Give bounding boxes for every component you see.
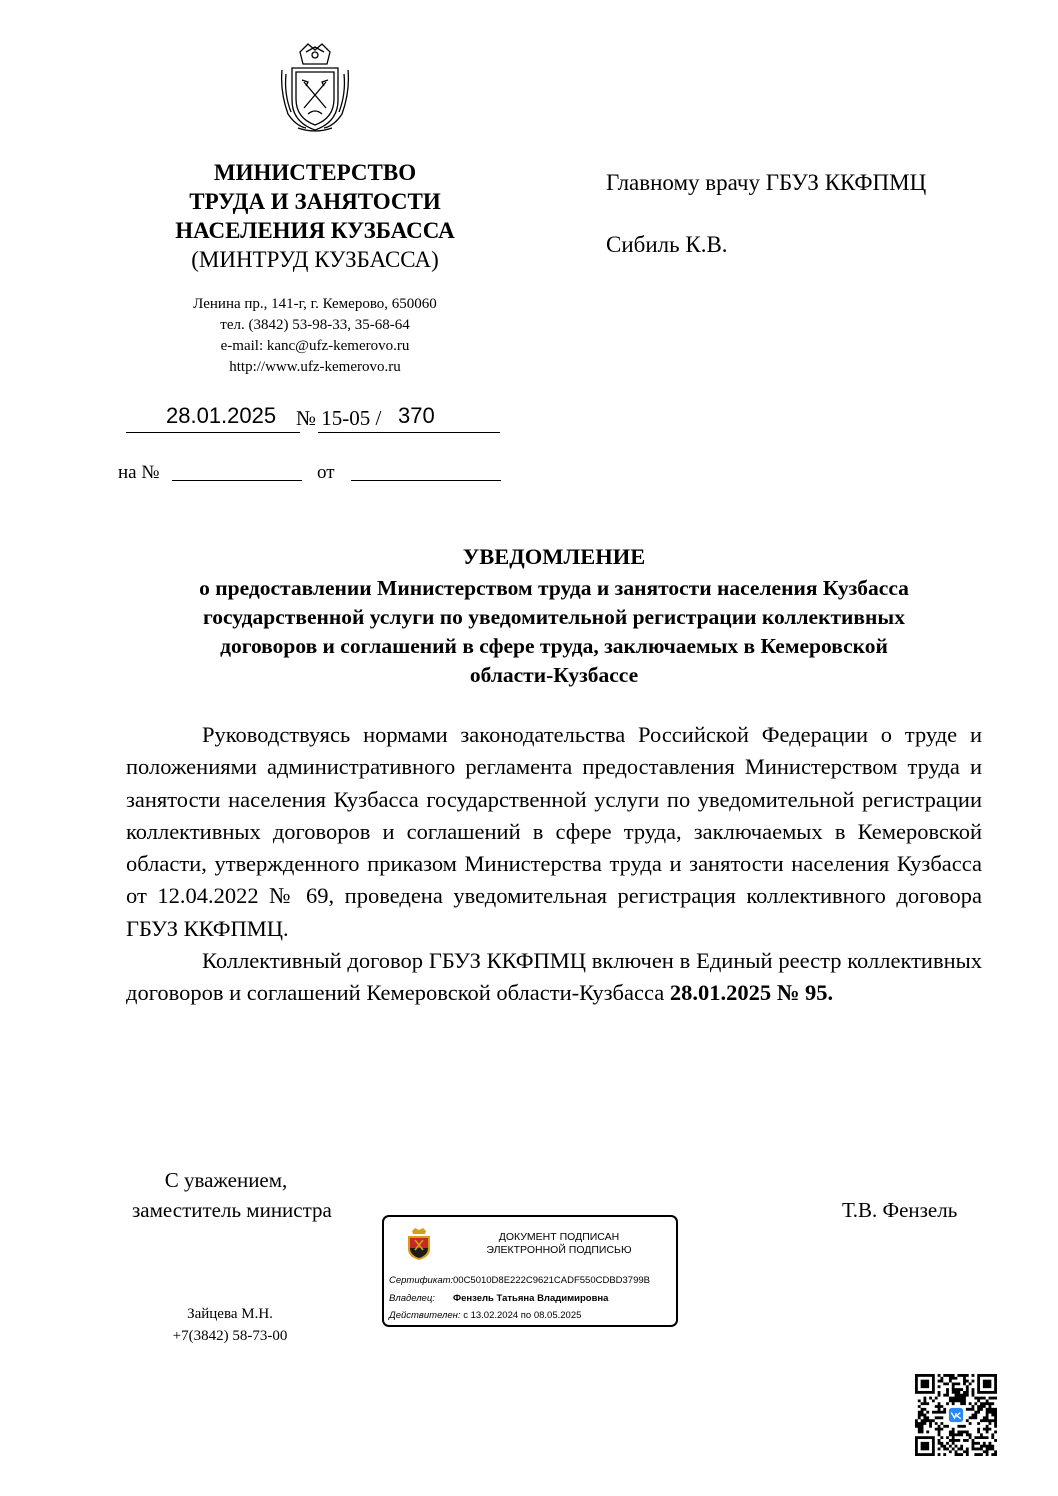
esignature-owner-label: Владелец: bbox=[389, 1293, 435, 1304]
esignature-heading-line2: ЭЛЕКТРОННОЙ ПОДПИСЬЮ bbox=[486, 1244, 632, 1256]
registration-number: 370 bbox=[398, 403, 435, 428]
reference-date-blank bbox=[351, 480, 501, 481]
body-paragraph-1: Руководствуясь нормами законодательства Российской Федерации о труде и положениями административного регламента предоставления Министерством труда и занятости населения Кузбасса государственной услуги по уведомительной регистрации коллективных договоров и соглашений в сфере труда, заключаемых в Кемеровской области, утвержденного приказом Министерства труда и занятости населения Кузбасса от 12.04.2022 № 69, проведена уведомительная регистрация коллективного договора ГБУЗ ККФПМЦ. bbox=[126, 722, 982, 941]
coat-of-arms-emblem bbox=[278, 42, 352, 134]
registration-prefix: 15-05 / bbox=[321, 406, 382, 430]
signer-position: заместитель министра bbox=[132, 1198, 332, 1222]
title-line1: о предоставлении Министерством труда и занятости населения Кузбасса bbox=[199, 576, 909, 600]
ministry-name-line2: ТРУДА И ЗАНЯТОСТИ bbox=[189, 189, 441, 214]
executor-info bbox=[140, 1303, 320, 1347]
signer-name: Т.В. Фензель bbox=[842, 1198, 958, 1222]
electronic-signature-stamp bbox=[382, 1215, 678, 1327]
qr-code[interactable] bbox=[915, 1374, 997, 1456]
ministry-address: Ленина пр., 141-г, г. Кемерово, 650060 bbox=[193, 296, 437, 312]
ministry-name-line1: МИНИСТЕРСТВО bbox=[213, 160, 417, 185]
ministry-phone: тел. (3842) 53-98-33, 35-68-64 bbox=[220, 317, 410, 333]
title-heading: УВЕДОМЛЕНИЕ bbox=[462, 544, 646, 569]
esignature-validity-row bbox=[389, 1310, 581, 1321]
closing-regards: С уважением, bbox=[164, 1168, 288, 1192]
date-underline bbox=[126, 432, 300, 433]
ministry-email: e-mail: kanc@ufz-kemerovo.ru bbox=[220, 338, 410, 354]
esignature-owner-value: Фензель Татьяна Владимировна bbox=[453, 1293, 609, 1304]
addressee-position: Главному врачу ГБУЗ ККФПМЦ bbox=[606, 170, 927, 195]
title-line4: области-Кузбассе bbox=[469, 663, 639, 687]
body-paragraph-2 bbox=[126, 945, 982, 1010]
kuzbass-emblem-icon bbox=[406, 1227, 432, 1261]
title-line3: договоров и соглашений в сфере труда, заключаемых в Кемеровской bbox=[220, 634, 888, 658]
title-line2: государственной услуги по уведомительной регистрации коллективных bbox=[203, 605, 905, 629]
ministry-website: http://www.ufz-kemerovo.ru bbox=[229, 359, 401, 375]
esignature-heading-line1: ДОКУМЕНТ ПОДПИСАН bbox=[498, 1231, 620, 1243]
esignature-certificate-label: Сертификат: bbox=[389, 1275, 454, 1286]
registration-line bbox=[126, 403, 500, 433]
ministry-contacts bbox=[120, 294, 510, 378]
document-body bbox=[126, 719, 982, 1010]
esignature-owner-row bbox=[389, 1293, 608, 1304]
esignature-certificate-value: 00C5010D8E222C9621CADF550CDBD3799B bbox=[453, 1275, 650, 1286]
registry-entry-number: 28.01.2025 № 95. bbox=[669, 980, 834, 1006]
body-paragraph-2-text: Коллективный договор ГБУЗ ККФПМЦ включен в Единый реестр коллективных договоров и соглашений Кемеровской области-Кузбасса bbox=[126, 948, 982, 1006]
ministry-name-line3: НАСЕЛЕНИЯ КУЗБАССА bbox=[175, 218, 455, 243]
registration-no-sign: № 15-05 / bbox=[296, 406, 382, 430]
executor-phone: +7(3842) 58-73-00 bbox=[172, 1328, 288, 1344]
addressee-name: Сибиль К.В. bbox=[606, 232, 728, 257]
executor-name: Зайцева М.Н. bbox=[187, 1306, 273, 1322]
reference-date-label: от bbox=[316, 462, 335, 483]
reference-no-blank bbox=[172, 480, 302, 481]
document-title bbox=[126, 542, 982, 690]
registration-date: 28.01.2025 bbox=[166, 403, 277, 428]
ministry-short-name: (МИНТРУД КУЗБАССА) bbox=[191, 247, 439, 272]
esignature-certificate-row bbox=[389, 1275, 650, 1286]
number-underline bbox=[318, 432, 500, 433]
esignature-heading bbox=[444, 1231, 674, 1257]
esignature-validity-value: с 13.02.2024 по 08.05.2025 bbox=[463, 1310, 582, 1321]
esignature-validity-label: Действителен: bbox=[389, 1310, 461, 1321]
reference-no-label: на № bbox=[118, 462, 160, 483]
ministry-name-block bbox=[120, 158, 510, 274]
reference-line bbox=[118, 462, 518, 484]
